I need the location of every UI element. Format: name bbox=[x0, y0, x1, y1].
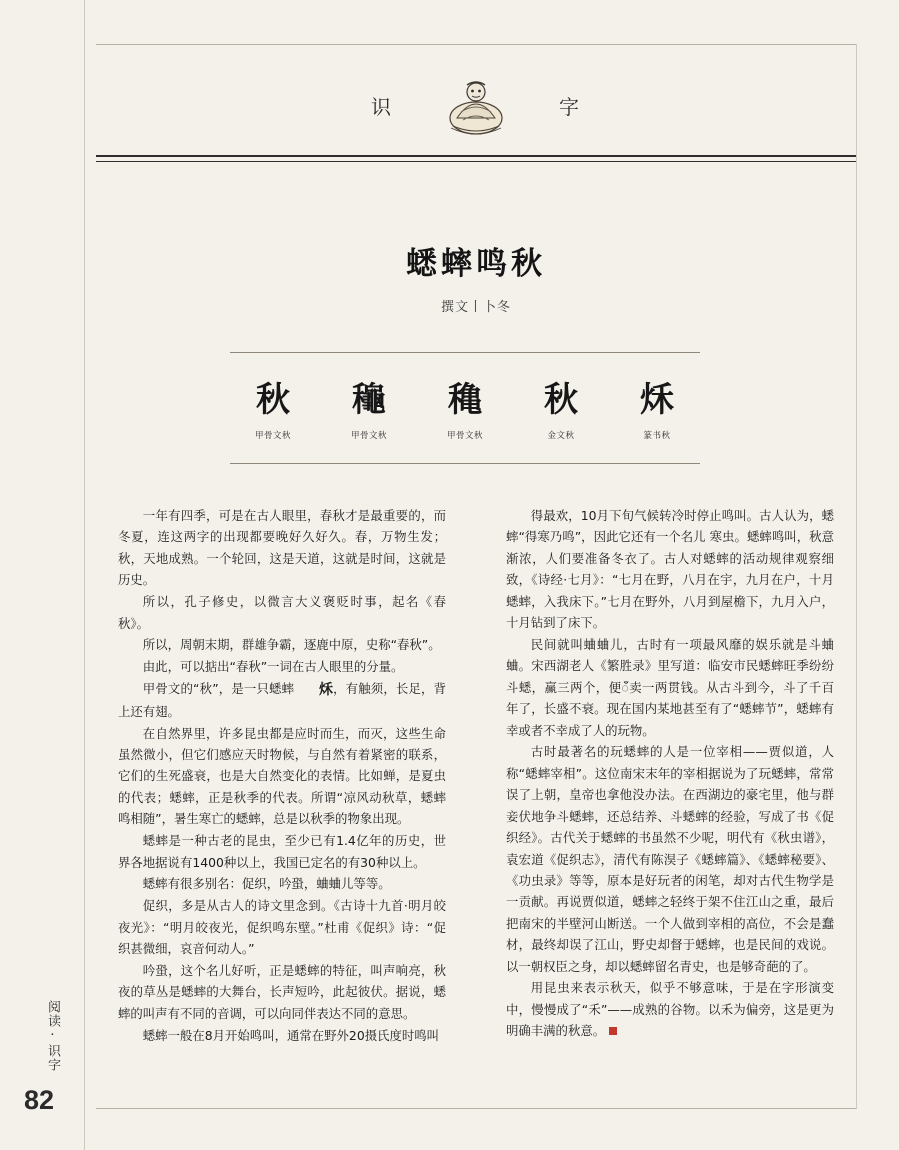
glyph-caption: 金文秋 bbox=[547, 431, 575, 441]
body-columns bbox=[118, 505, 834, 1105]
glyph-caption: 甲骨文秋 bbox=[446, 431, 483, 441]
glyph-art: 秋 bbox=[256, 379, 290, 420]
masthead-left-char: 识 bbox=[371, 94, 393, 119]
header-rule-thin bbox=[96, 161, 856, 162]
masthead bbox=[96, 60, 856, 150]
glyph-gallery bbox=[230, 352, 700, 464]
paragraph: 在自然界里，许多昆虫都是应时而生，而灭，这些生命虽然微小，但它们感应天时物候，与自然有着紧密的联系，它们的生死盛衰，也是大自然变化的表情。比如蝉，是夏虫的代表；蟋蟀，正是秋季的代表。所谓“凉风动秋草，蟋蟀鸣相随”，暑生寒亡的蟋蟀，总是以秋季的物象出现。 bbox=[118, 725, 446, 827]
glyph-caption: 甲骨文秋 bbox=[254, 431, 291, 441]
glyph-item bbox=[326, 367, 412, 441]
glyph-item bbox=[614, 367, 700, 441]
paragraph: 一年有四季，可是在古人眼里，春秋才是最重要的，而冬夏，连这两字的出现都要晚好久好久。春，万物生发；秋，天地成熟。一个轮回，这是天道，这就是时间，这就是历史。 bbox=[118, 508, 446, 588]
paragraph-final bbox=[506, 977, 834, 1041]
spine-label: 阅读·识字 bbox=[45, 1000, 60, 1072]
glyph-item bbox=[422, 367, 508, 441]
paragraph: 民间就叫蛐蛐儿，古时有一项最风靡的娱乐就是斗蛐蛐。宋西湖老人《繁胜录》里写道：临安市民蟋蟀旺季纷纷斗蟋，赢三两个，便ँ卖一两贯钱。从古斗到今，斗了千百年了，长盛不衰。现在国内某地甚至有了“蟋蟀节”，蟋蟀有幸或者不幸成了人的玩物。 bbox=[506, 636, 834, 738]
paragraph: 由此，可以掂出“春秋”一词在古人眼里的分量。 bbox=[142, 659, 404, 675]
top-rule bbox=[96, 44, 856, 45]
glyph-caption: 甲骨文秋 bbox=[350, 431, 387, 441]
paragraph: 得最欢，10月下旬气候转冷时停止鸣叫。古人认为，蟋蟀“得寒乃鸣”，因此它还有一个名儿 寒虫。蟋蟀鸣叫，秋意渐浓，人们要准备冬衣了。古人对蟋蟀的活动规律观察细致，《诗经·七月》：“七月在野，八月在宇，九月在户，十月蟋蟀，入我床下。”七月在野外，八月到屋檐下，九月入户，十月钻到了床下。 bbox=[506, 508, 834, 631]
paragraph: 蟋蟀有很多别名：促织，吟蛩，蛐蛐儿等等。 bbox=[142, 876, 391, 892]
paragraph-text-b: ，有触须，长足，背上还有翅。 bbox=[118, 681, 447, 719]
glyph-art: 秋 bbox=[544, 379, 578, 420]
page-spine bbox=[0, 0, 85, 1150]
paragraph: 吟蛩，这个名儿好听，正是蟋蟀的特征，叫声响亮，秋夜的草丛是蟋蟀的大舞台，长声短吟，此起彼伏。据说，蟋蟀的叫声有不同的音调，可以向同伴表达不同的意思。 bbox=[118, 963, 446, 1021]
paragraph-text: 用昆虫来表示秋天，似乎不够意味，于是在字形演变中，慢慢成了“禾”——成熟的谷物。以禾为偏旁，这是更为明确丰满的秋意。 bbox=[506, 980, 834, 1039]
header-rule-thick bbox=[96, 155, 856, 157]
paragraph: 古时最著名的玩蟋蟀的人是一位宰相——贾似道，人称“蟋蟀宰相”。这位南宋末年的宰相据说为了玩蟋蟀，常常误了上朝，皇帝也拿他没办法。在西湖边的豪宅里，他与群妾伏地争斗蟋蟀，还总结养、斗蟋蟀的经验，写成了书《促织经》。古代关于蟋蟀的书虽然不少呢，明代有《秋虫谱》，袁宏道《促织志》，清代有陈淏子《蟋蟀篇》、《蟋蟀秘要》、《功虫录》等等，原本是好玩者的闲笔，却对古代生物学是一贡献。再说贾似道，蟋蟀之轻终于架不住江山之重，最后把南宋的半壁河山断送。一个人做到宰相的高位，不会是蠢材，最终却误了江山，野史却督于蟋蟀，也是民间的戏说。以一朝权臣之身，却以蟋蟀留名青史，也是够奇葩的了。 bbox=[506, 744, 834, 974]
left-column bbox=[118, 505, 446, 1047]
article-byline: 撰文丨卜冬 bbox=[440, 300, 511, 315]
glyph-art: 穐 bbox=[448, 379, 482, 420]
paragraph-text-a: 甲骨文的“秋”，是一只蟋蟀 bbox=[142, 681, 295, 697]
paragraph: 蟋蟀一般在8月开始鸣叫，通常在野外20摄氏度时鸣叫 bbox=[142, 1027, 440, 1043]
end-mark bbox=[609, 1027, 617, 1035]
right-edge-rule bbox=[856, 44, 857, 1109]
glyph-art: 秌 bbox=[640, 379, 674, 420]
paragraph: 所以，周朝末期，群雄争霸，逐鹿中原，史称“春秋”。 bbox=[142, 637, 441, 653]
bottom-rule bbox=[96, 1108, 856, 1109]
glyph-caption: 篆书秋 bbox=[643, 431, 671, 441]
inline-seal-glyph: 秌 bbox=[318, 682, 333, 699]
page-number: 82 bbox=[24, 1085, 55, 1115]
paragraph: 促织，多是从古人的诗文里念到。《古诗十九首·明月皎夜光》：“明月皎夜光，促织鸣东壁。”杜甫《促织》诗：“促织甚微细，哀音何动人。” bbox=[118, 898, 446, 957]
glyph-item bbox=[230, 367, 316, 441]
glyph-item bbox=[518, 367, 604, 441]
seal-figure-emblem-icon bbox=[439, 68, 513, 142]
right-column bbox=[506, 505, 834, 1042]
article-title: 蟋蟀鸣秋 bbox=[406, 246, 546, 282]
paragraph: 蟋蟀是一种古老的昆虫，至少已有1.4亿年的历史，世界各地据说有1400种以上，我国已定名的有30种以上。 bbox=[118, 833, 446, 870]
glyph-art: 龝 bbox=[352, 379, 386, 420]
paragraph-with-seal bbox=[118, 678, 446, 722]
paragraph: 所以，孔子修史，以微言大义褒贬时事，起名《春秋》。 bbox=[118, 594, 446, 631]
masthead-right-char: 字 bbox=[559, 94, 581, 119]
